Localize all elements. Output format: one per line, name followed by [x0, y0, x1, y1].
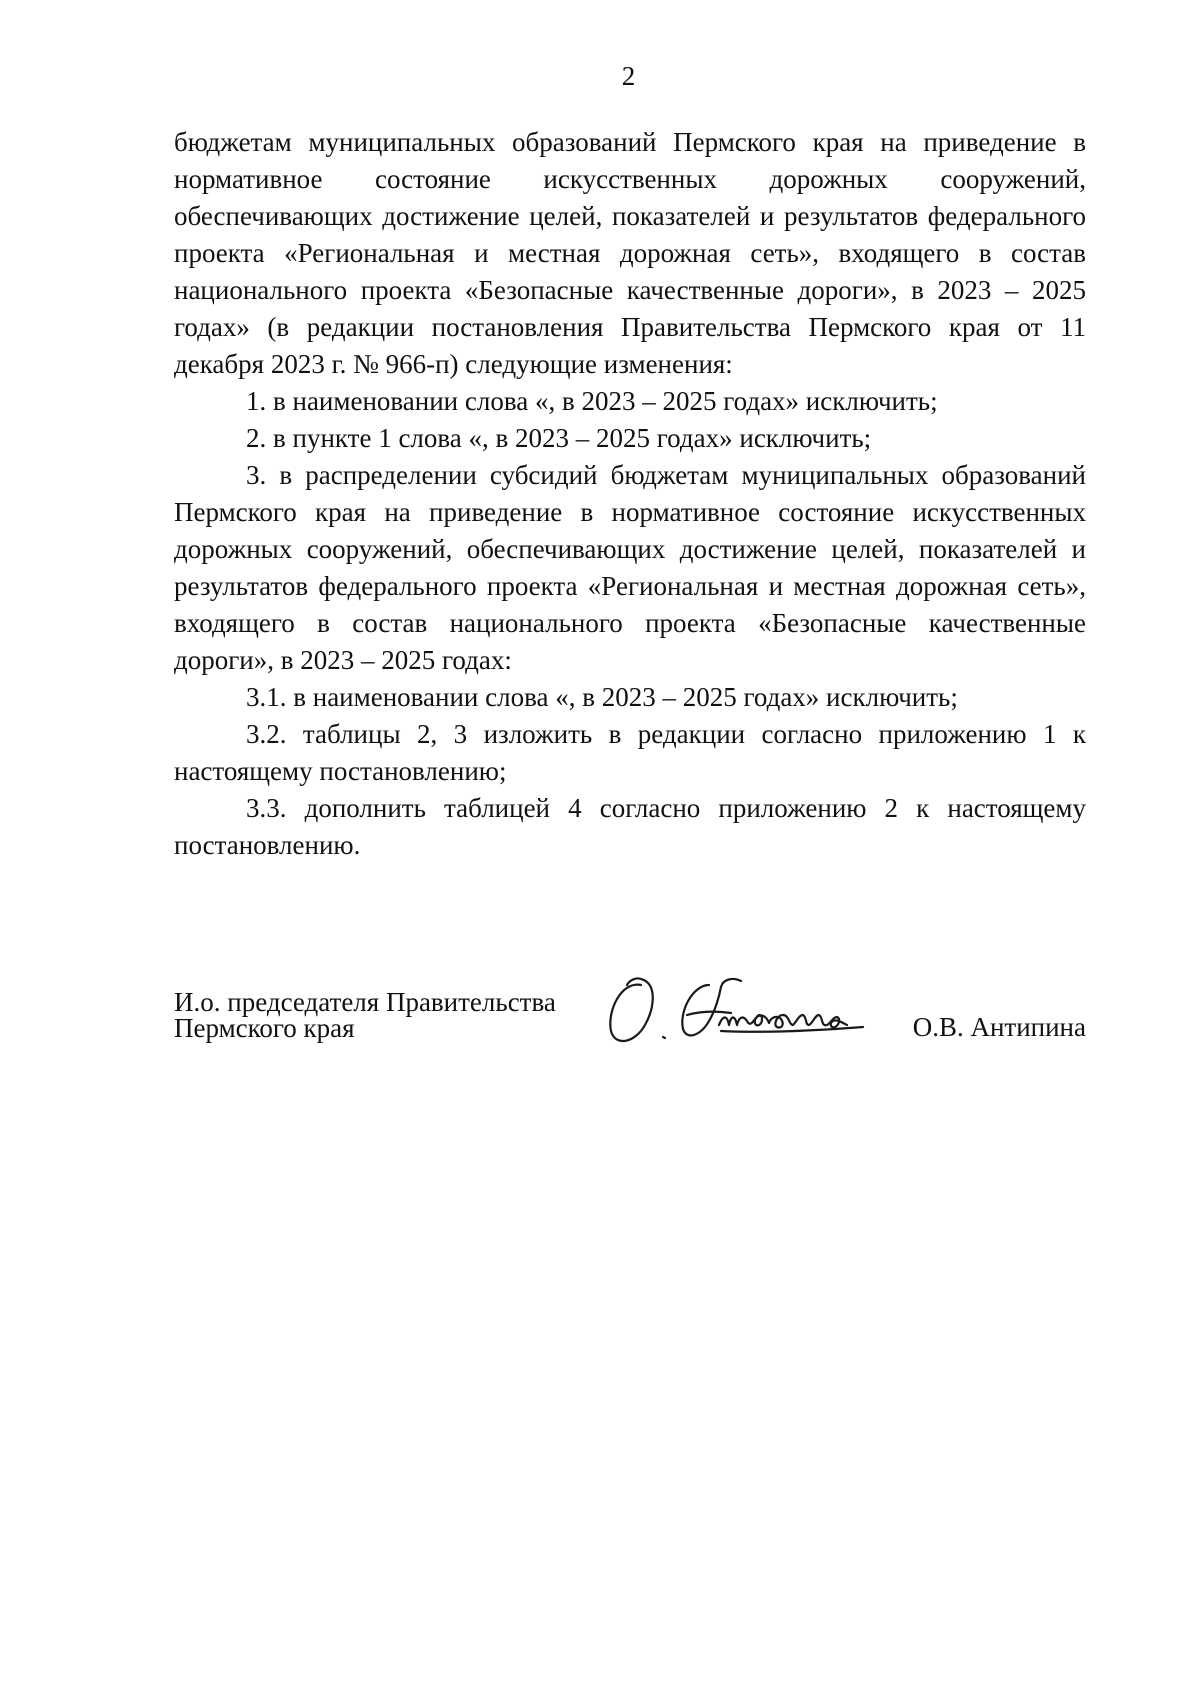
document-body [174, 124, 1086, 864]
signature-block [174, 985, 1086, 1065]
paragraph-item-3: 3. в распределении субсидий бюджетам муниципальных образований Пермского края на приведение в нормативное состояние искусственных дорожных сооружений, обеспечивающих достижение целей, показателей и результатов федерального проекта «Региональная и местная дорожная сеть», входящего в состав национального проекта «Безопасные качественные дороги», в 2023 – 2025 годах: [174, 460, 1086, 675]
page-number: 2 [621, 61, 636, 91]
signer-title: И.о. председателя Правительства Пермского края [174, 987, 556, 1043]
paragraph-item-3-1: 3.1. в наименовании слова «, в 2023 – 2025 годах» исключить; [246, 682, 958, 712]
paragraph-item-3-3: 3.3. дополнить таблицей 4 согласно приложению 2 к настоящему постановлению. [174, 793, 1086, 860]
paragraph-item-1: 1. в наименовании слова «, в 2023 – 2025 годах» исключить; [246, 386, 938, 416]
paragraph-continuation: бюджетам муниципальных образований Пермского края на приведение в нормативное состояние искусственных дорожных сооружений, обеспечивающих достижение целей, показателей и результатов федерального проекта «Региональная и местная дорожная сеть», входящего в состав национального проекта «Безопасные качественные дороги», в 2023 – 2025 годах» (в редакции постановления Правительства Пермского края от 11 декабря 2023 г. № 966-п) следующие изменения: [174, 127, 1086, 379]
paragraph-item-3-2: 3.2. таблицы 2, 3 изложить в редакции согласно приложению 1 к настоящему постановлению; [174, 719, 1086, 786]
paragraph-item-2: 2. в пункте 1 слова «, в 2023 – 2025 годах» исключить; [246, 423, 872, 453]
signer-name: О.В. Антипина [912, 1012, 1086, 1042]
handwritten-signature [601, 971, 891, 1049]
